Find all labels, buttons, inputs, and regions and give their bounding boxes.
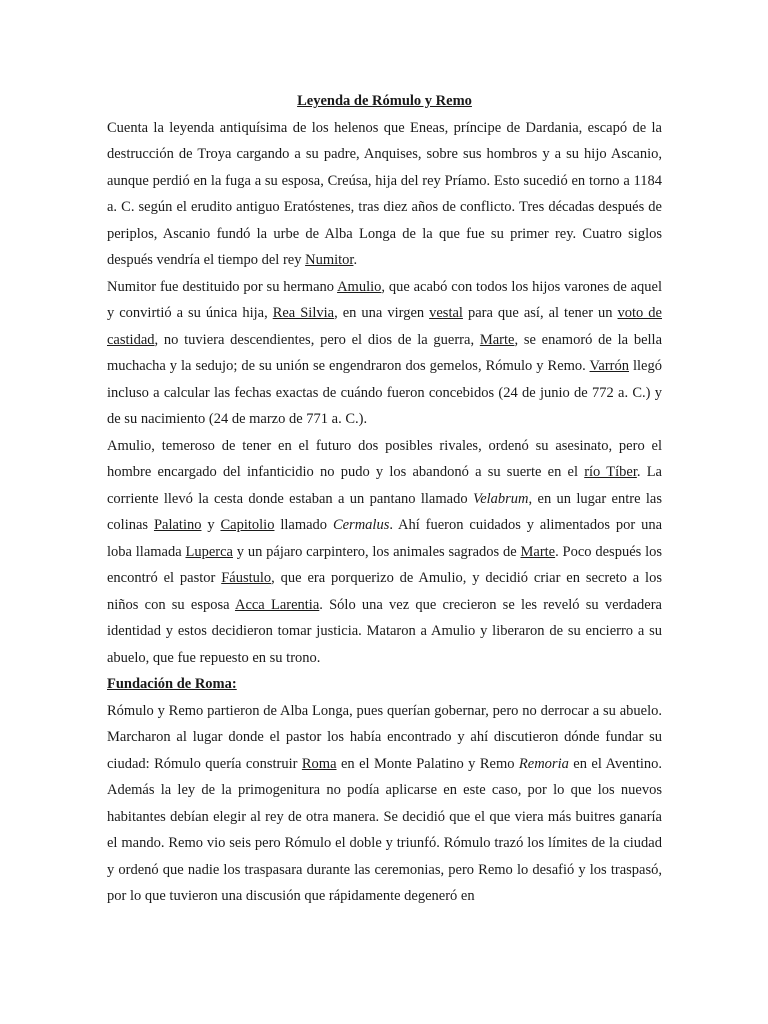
text-run: , se enamoró de la bella muchacha y la sedujo; de su unión se engendraron dos gemelos, Rómulo y Remo. xyxy=(107,331,663,374)
text-run: . La corriente llevó la cesta donde estaban a un pantano llamado xyxy=(107,464,662,507)
text-run: , en un lugar entre las colinas xyxy=(107,490,662,533)
text-run: para que así, al tener un xyxy=(462,305,618,321)
link-vestal[interactable]: vestal xyxy=(429,305,463,321)
link-numitor[interactable]: Numitor xyxy=(305,252,354,268)
link-luperca[interactable]: Luperca xyxy=(185,543,233,560)
link-marte[interactable]: Marte xyxy=(520,543,556,560)
text-run: llamado xyxy=(274,517,333,533)
text-run: y xyxy=(201,517,221,533)
paragraph-3 xyxy=(107,433,662,672)
paragraph-1 xyxy=(107,115,662,274)
text-run: , no tuviera descendientes, pero el dios de la guerra, xyxy=(154,331,480,348)
paragraph-2 xyxy=(107,274,662,433)
text-run: y un pájaro carpintero, los animales sagrados de xyxy=(232,543,521,560)
text-run: Amulio, temeroso de tener en el futuro dos posibles rivales, ordenó su asesinato, pero el hombre encargado del infanticidio no pudo y los abandonó a su suerte en el xyxy=(107,437,662,480)
text-run: . Sólo una vez que crecieron se les reveló su verdadera identidad y estos decidieron tomar justicia. Mataron a Amulio y liberaron de su encierro a su abuelo, que fue repuesto en su trono. xyxy=(107,596,662,666)
text-run: llegó incluso a calcular las fechas exactas de cuándo fueron concebidos (24 de junio de 772 a. C.) y de su nacimiento (24 de marzo de 771 a. C.). xyxy=(107,358,662,427)
paragraph-4 xyxy=(107,698,662,910)
text-run: , que era porquerizo de Amulio, y decidió criar en secreto a los niños con su esposa xyxy=(107,570,662,613)
italic-term: Velabrum xyxy=(472,490,529,507)
text-run: . Ahí fueron cuidados y alimentados por una loba llamada xyxy=(107,517,662,560)
link-capitolio[interactable]: Capitolio xyxy=(220,517,275,533)
link-rio-tiber[interactable]: río Tíber xyxy=(584,464,637,480)
link-rea-silvia[interactable]: Rea Silvia xyxy=(272,305,335,321)
link-roma[interactable]: Roma xyxy=(301,755,337,772)
text-run: en el Aventino. Además la ley de la primogenitura no podía aplicarse en este caso, por lo que los nuevos habitantes debían elegir al rey de otra manera. Se decidió que el que viera más buitres ganaría el mando. Remo vio seis pero Rómulo el doble y triunfó. Rómulo trazó los límites de la ciudad y ordenó que nadie los traspasara durante las ceremonias, pero Remo lo desafió y los traspasó, por lo que tuvieron una discusión que rápidamente degeneró en xyxy=(107,755,662,904)
text-run: Numitor fue destituido por su hermano xyxy=(107,278,338,295)
text-run: . xyxy=(353,252,358,268)
document-title: Leyenda de Rómulo y Remo xyxy=(297,93,472,109)
text-run: , en una virgen xyxy=(334,305,430,321)
section-heading: Fundación de Roma: xyxy=(107,676,237,692)
link-acca-larentia[interactable]: Acca Larentia xyxy=(234,596,320,613)
italic-term: Cermalus xyxy=(332,517,390,533)
link-voto-de-castidad[interactable]: voto de castidad xyxy=(107,305,662,348)
link-faustulo[interactable]: Fáustulo xyxy=(221,570,272,586)
text-run: en el Monte Palatino y Remo xyxy=(336,755,519,772)
text-run: Cuenta la leyenda antiquísima de los helenos que Eneas, príncipe de Dardania, escapó de la destrucción de Troya cargando a su padre, Anquises, sobre sus hombros y a su hijo Ascanio, aunque perdió en la fuga a su esposa, Creúsa, hija del rey Príamo. Esto sucedió en torno a 1184 a. C. según el erudito antiguo Eratóstenes, tras diez años de conflicto. Tres décadas después de periplos, Ascanio fundó la urbe de Alba Longa de la que fue su primer rey. Cuatro siglos después vendría el tiempo del rey xyxy=(107,119,662,268)
text-run: , que acabó con todos los hijos varones de aquel y convirtió a su única hija, xyxy=(107,278,662,321)
text-run: . Poco después los encontró el pastor xyxy=(107,543,662,586)
link-varron[interactable]: Varrón xyxy=(589,358,629,374)
link-amulio[interactable]: Amulio xyxy=(337,278,382,295)
link-marte[interactable]: Marte xyxy=(479,331,515,348)
text-run: Rómulo y Remo partieron de Alba Longa, pues querían gobernar, pero no derrocar a su abuelo. Marcharon al lugar donde el pastor los había encontrado y ahí discutieron dónde fundar su ciudad: Rómulo quería construir xyxy=(107,702,662,772)
link-palatino[interactable]: Palatino xyxy=(153,517,202,533)
italic-term: Remoria xyxy=(518,755,569,772)
